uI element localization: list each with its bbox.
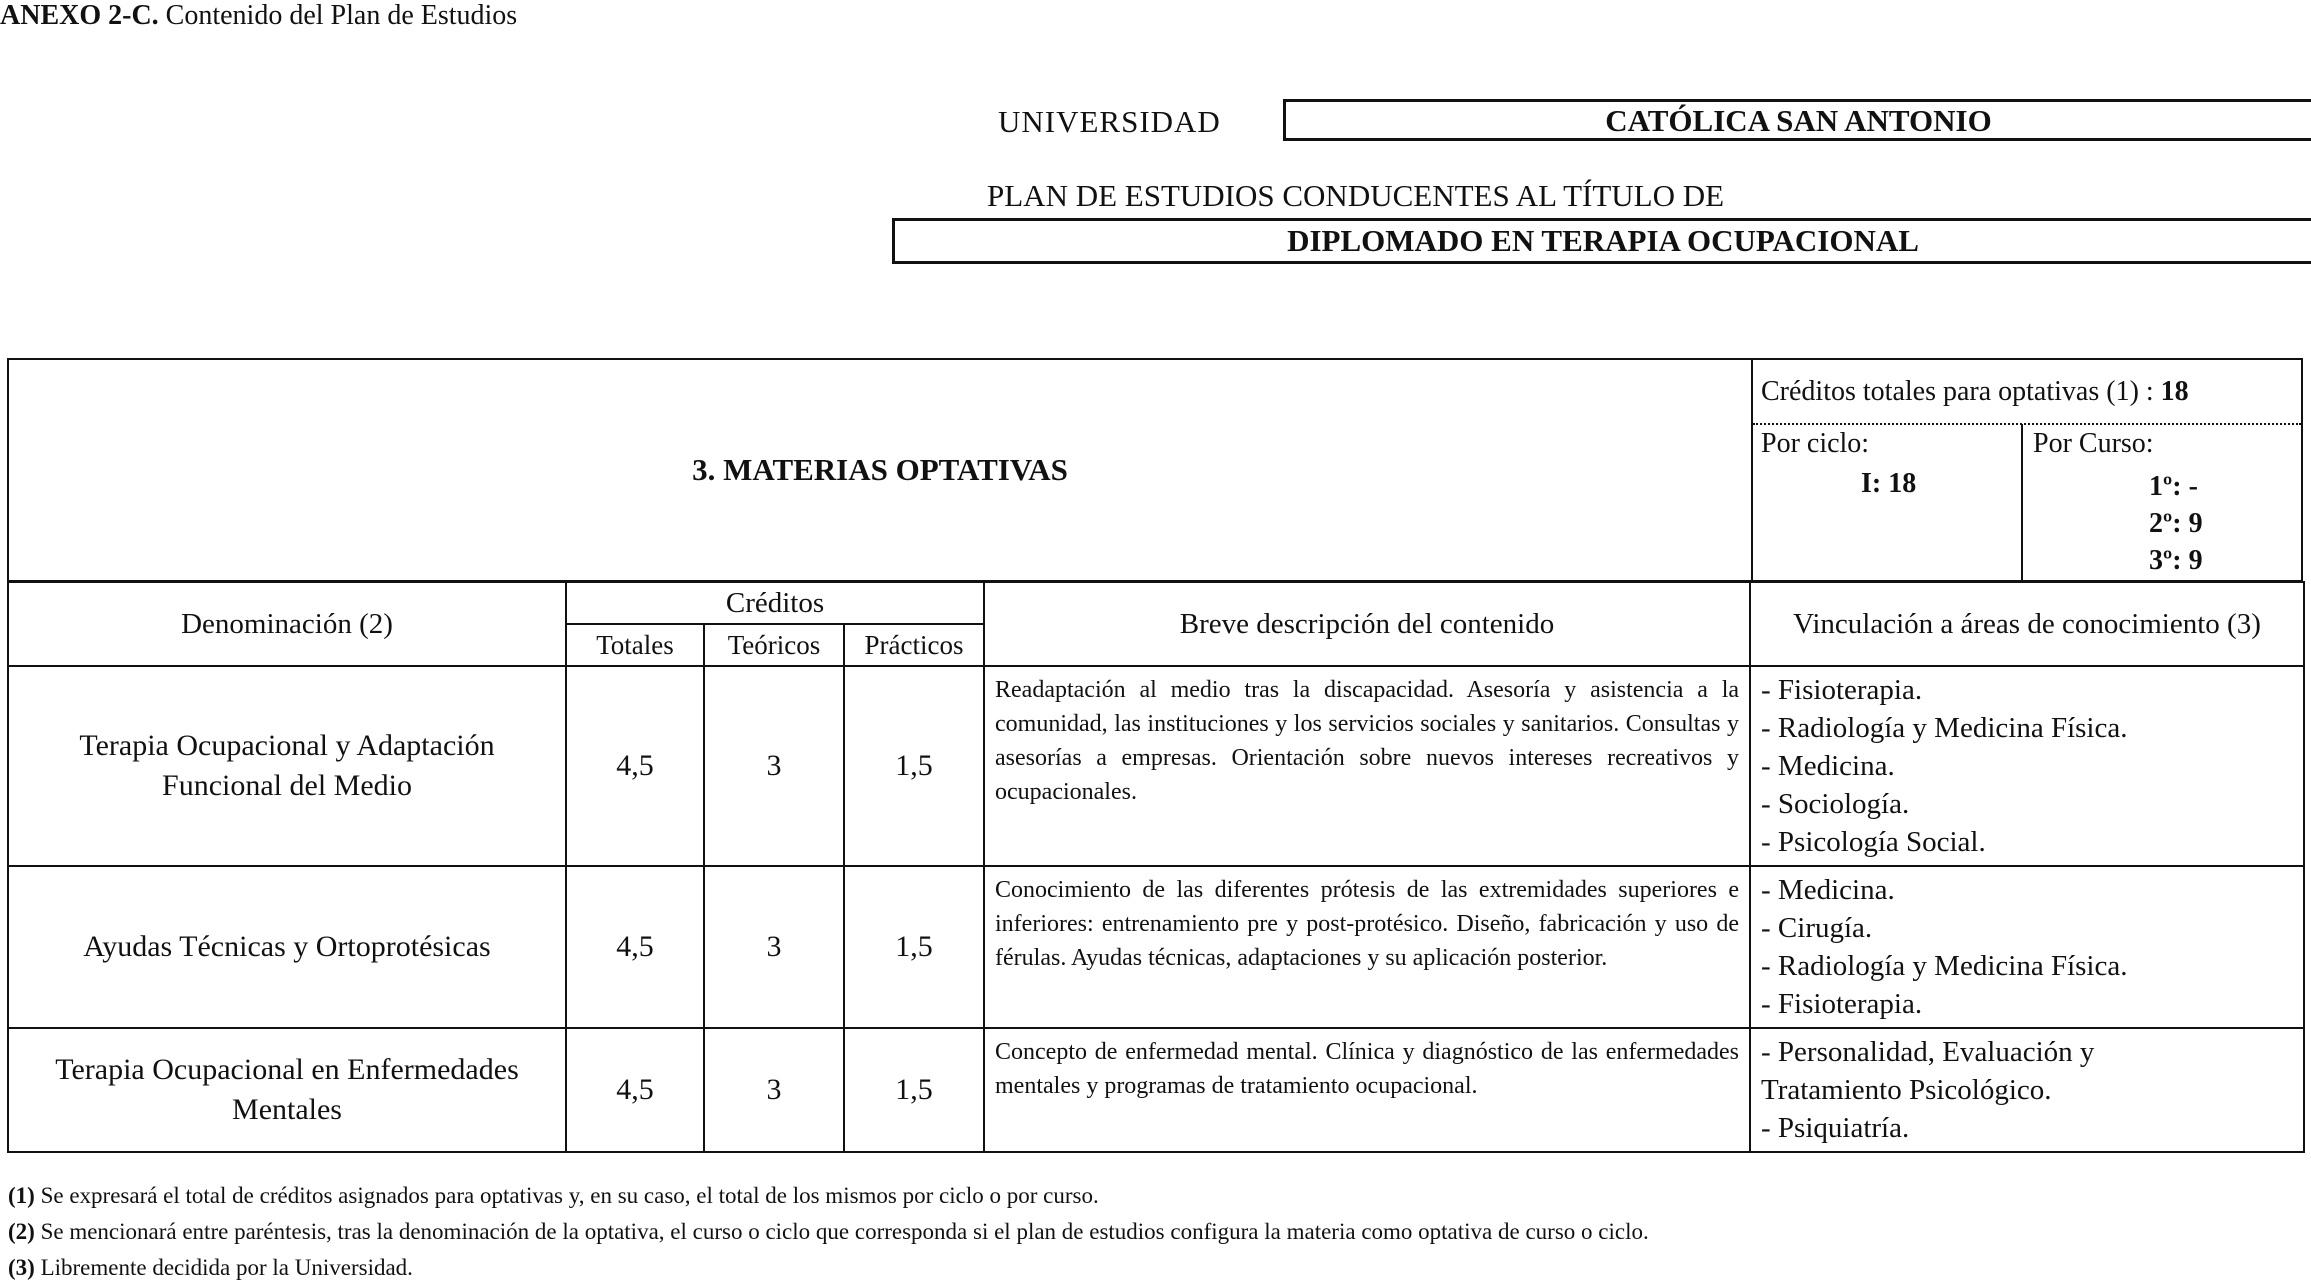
header-creditos: Créditos — [566, 582, 984, 624]
subject-description: Concepto de enfermedad mental. Clínica y diagnóstico de las enfermedades mentales y programas de tratamiento ocupacional. — [984, 1028, 1750, 1152]
credits-practicos: 1,5 — [844, 1028, 984, 1152]
area-item: - Sociología. — [1761, 788, 1910, 820]
subject-description: Conocimiento de las diferentes prótesis de las extremidades superiores e inferiores: entrenamiento pre y post-protésico. Diseño, fabricación y uso de férulas. Ayudas técnicas, adaptaciones y su aplicación posterior. — [984, 866, 1750, 1028]
subject-name: Ayudas Técnicas y Ortoprotésicas — [8, 866, 566, 1028]
table-row — [8, 866, 2304, 1028]
footnote-mark: (2) — [8, 1219, 35, 1244]
header-descripcion: Breve descripción del contenido — [984, 582, 1750, 666]
credits-teoricos: 3 — [704, 1028, 844, 1152]
knowledge-areas — [1750, 1028, 2304, 1152]
table-row — [8, 666, 2304, 866]
footnote-text: Se mencionará entre paréntesis, tras la denominación de la optativa, el curso o ciclo que corresponda si el plan de estudios configura la materia como optativa de curso o ciclo. — [40, 1219, 1649, 1244]
header-vinculacion: Vinculación a áreas de conocimiento (3) — [1750, 582, 2304, 666]
curso-divider — [2021, 424, 2023, 580]
header-practicos: Prácticos — [844, 624, 984, 666]
footnote-mark: (3) — [8, 1255, 35, 1280]
curso-value-2: 2º: 9 — [2149, 508, 2203, 539]
annex-text: Contenido del Plan de Estudios — [165, 0, 518, 31]
curso-value-3: 3º: 9 — [2149, 545, 2203, 576]
subject-name: Terapia Ocupacional y Adaptación Funcional del Medio — [8, 666, 566, 866]
area-item: - Fisioterapia. — [1761, 988, 1923, 1020]
total-credits — [1761, 376, 2189, 408]
area-item: - Medicina. — [1761, 874, 1895, 906]
footnote-text: Se expresará el total de créditos asignados para optativas y, en su caso, el total de los mismos por ciclo o por curso. — [40, 1183, 1099, 1208]
credits-teoricos: 3 — [704, 666, 844, 866]
area-item: - Radiología y Medicina Física. — [1761, 712, 2128, 744]
subject-name: Terapia Ocupacional en Enfermedades Mentales — [8, 1028, 566, 1152]
curso-value-1: 1º: - — [2149, 471, 2198, 502]
credits-practicos: 1,5 — [844, 866, 984, 1028]
credits-divider — [1753, 423, 2301, 425]
total-credits-label: Créditos totales para optativas (1) : — [1761, 376, 2154, 407]
area-item: - Cirugía. — [1761, 912, 1873, 944]
footnote-text: Libremente decidida por la Universidad. — [40, 1255, 413, 1280]
curso-values — [2149, 468, 2203, 579]
curso-label: Por Curso: — [2033, 428, 2154, 459]
header-divider — [1751, 360, 1753, 580]
header-denominacion: Denominación (2) — [8, 582, 566, 666]
subject-description: Readaptación al medio tras la discapacidad. Asesoría y asistencia a la comunidad, las instituciones y los servicios sociales y sanitarios. Consultas y asesorías a empresas. Orientación sobre nuevos intereses recreativos y ocupacionales. — [984, 666, 1750, 866]
footnotes — [8, 1178, 1649, 1286]
annex-heading — [0, 0, 517, 32]
footnote — [8, 1214, 1649, 1250]
degree-title-box: DIPLOMADO EN TERAPIA OCUPACIONAL — [892, 218, 2311, 264]
credits-practicos: 1,5 — [844, 666, 984, 866]
section-title: 3. MATERIAS OPTATIVAS — [692, 452, 1068, 487]
section-header — [7, 358, 2303, 582]
header-totales: Totales — [566, 624, 704, 666]
credits-totales: 4,5 — [566, 1028, 704, 1152]
credits-teoricos: 3 — [704, 866, 844, 1028]
footnote — [8, 1178, 1649, 1214]
area-item: - Medicina. — [1761, 750, 1895, 782]
area-item: - Psiquiatría. — [1761, 1112, 1910, 1144]
area-item: - Personalidad, Evaluación y — [1761, 1036, 2095, 1068]
ciclo-label: Por ciclo: — [1761, 428, 1870, 459]
area-item: - Radiología y Medicina Física. — [1761, 950, 2128, 982]
credits-totales: 4,5 — [566, 666, 704, 866]
knowledge-areas — [1750, 666, 2304, 866]
area-item: - Psicología Social. — [1761, 826, 1986, 858]
footnote-mark: (1) — [8, 1183, 35, 1208]
total-credits-value: 18 — [2160, 376, 2189, 407]
annex-prefix: ANEXO 2-C. — [0, 0, 159, 31]
footnote — [8, 1250, 1649, 1286]
university-label: UNIVERSIDAD — [998, 104, 1221, 139]
credits-totales: 4,5 — [566, 866, 704, 1028]
header-teoricos: Teóricos — [704, 624, 844, 666]
ciclo-value: I: 18 — [1861, 468, 1917, 499]
area-item: Tratamiento Psicológico. — [1761, 1074, 2052, 1106]
university-name-box: CATÓLICA SAN ANTONIO — [1283, 99, 2311, 141]
table-row — [8, 1028, 2304, 1152]
optional-subjects-table — [7, 581, 2305, 1153]
plan-label: PLAN DE ESTUDIOS CONDUCENTES AL TÍTULO DE — [987, 178, 1725, 213]
knowledge-areas — [1750, 866, 2304, 1028]
area-item: - Fisioterapia. — [1761, 674, 1923, 706]
